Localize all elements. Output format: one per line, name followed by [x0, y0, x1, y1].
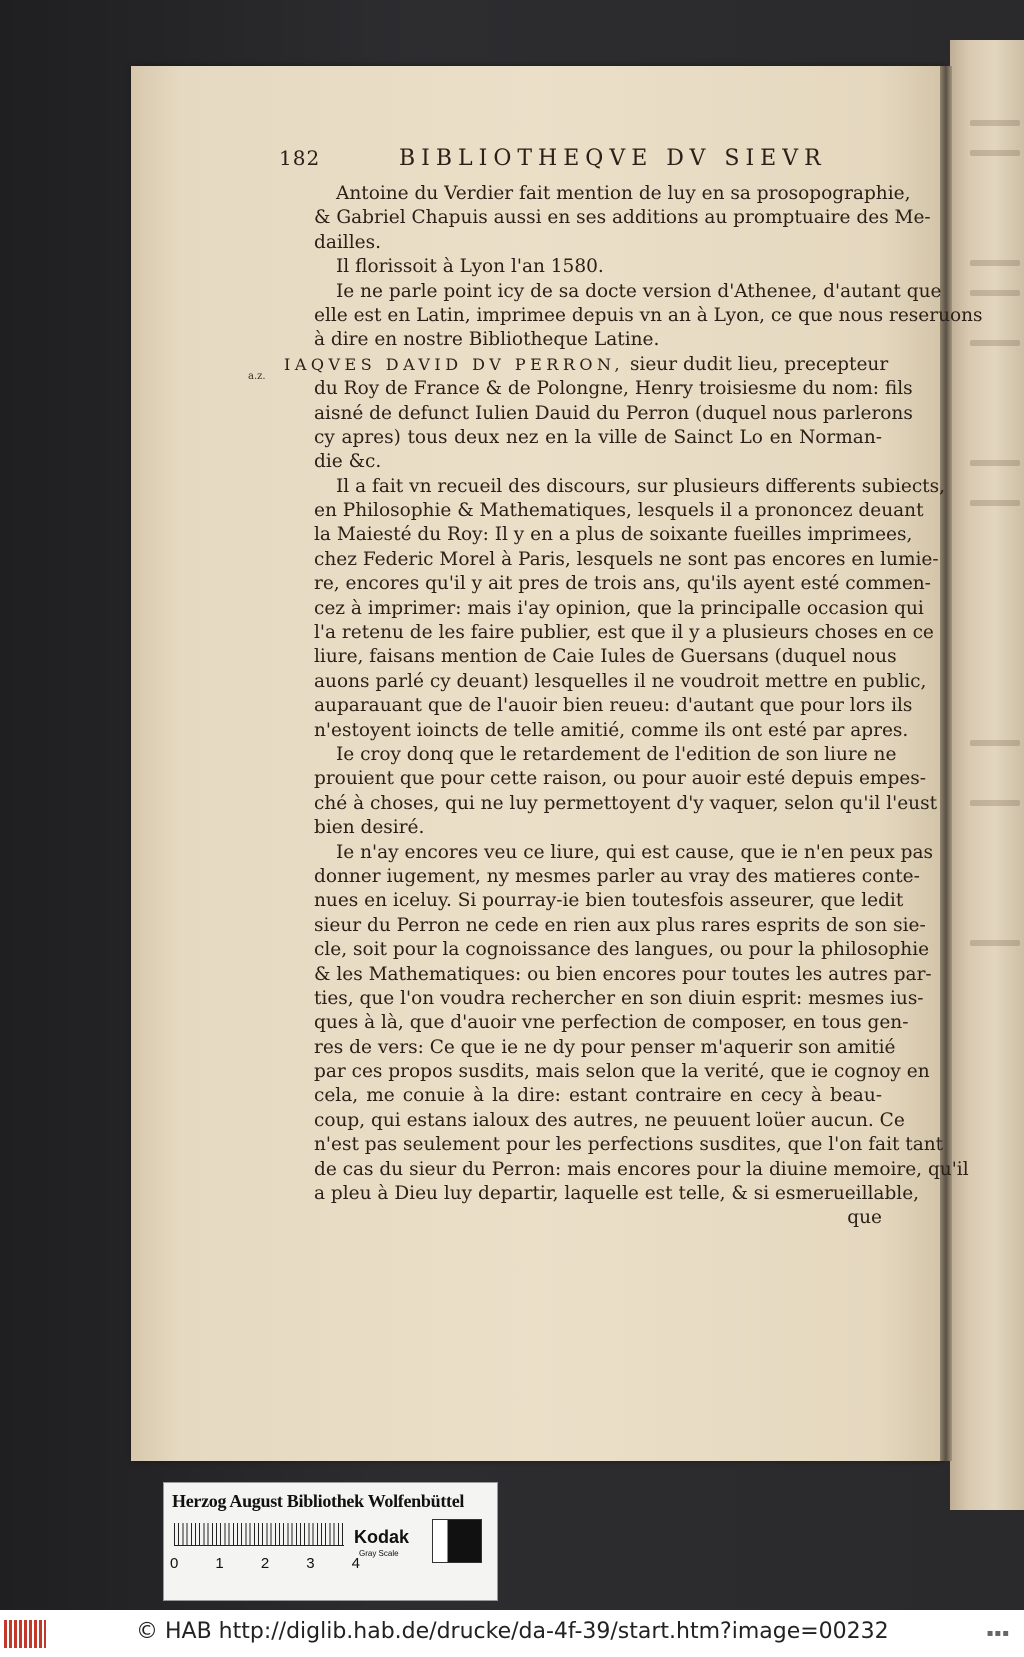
line-text: cle, soit pour la cognoissance des langues, ou pour la philosophie [314, 939, 930, 961]
text-line [314, 231, 882, 255]
color-scale-card [163, 1482, 498, 1601]
line-text: Ie ne parle point icy de sa docte version d'Athenee, d'autant que [336, 280, 942, 302]
text-line [314, 694, 913, 718]
line-text: re, encores qu'il y ait pres de trois ans, qu'ils ayent esté commen- [314, 573, 931, 595]
line-text: auparauant que de l'auoir bien reueu: d'autant que pour lors ils [314, 695, 913, 717]
text-line [314, 938, 930, 962]
text-line [314, 743, 897, 767]
text-line [314, 206, 931, 230]
line-text: & les Mathematiques: ou bien encores pour toutes les autres par- [314, 963, 932, 985]
line-text: que [847, 1207, 882, 1229]
text-line [314, 280, 942, 304]
ruler-numbers [170, 1555, 360, 1572]
line-text: & Gabriel Chapuis aussi en ses additions au promptuaire des Me- [314, 207, 931, 229]
text-line [314, 1182, 920, 1206]
gray-scale-caption: Gray Scale [359, 1549, 399, 1558]
text-line [314, 987, 924, 1011]
line-text: Il florissoit à Lyon l'an 1580. [336, 256, 604, 278]
margin-note: a.z. [248, 371, 266, 382]
brand-label: Kodak [354, 1527, 410, 1547]
line-text: n'estoyent ioincts de telle amitié, comme ils ont esté par apres. [314, 719, 909, 741]
text-line [314, 597, 924, 621]
ruler-number: 0 [170, 1555, 179, 1572]
line-text: du Roy de France & de Polongne, Henry troisiesme du nom: fils [314, 378, 913, 400]
text-line [284, 353, 889, 377]
line-text: n'est pas seulement pour les perfections susdites, que l'on fait tant [314, 1134, 944, 1156]
line-text: prouient que pour cette raison, ou pour auoir esté depuis empes- [314, 768, 926, 790]
text-line [314, 475, 945, 499]
body-text [284, 182, 983, 1231]
line-text: donner iugement, ny mesmes parler au vray des matieres conte- [314, 865, 920, 887]
text-line [314, 402, 913, 426]
running-head [279, 146, 827, 176]
line-text: Ie n'ay encores veu ce liure, qui est cause, que ie n'en peux pas [336, 841, 933, 863]
line-text: Ie croy donq que le retardement de l'edition de son liure ne [336, 743, 897, 765]
line-text: ché à choses, qui ne luy permettoyent d'y vaquer, selon qu'il l'eust [314, 792, 938, 814]
text-line [314, 182, 911, 206]
text-line [314, 1109, 905, 1133]
ruler [174, 1523, 344, 1546]
ruler-number: 3 [306, 1555, 315, 1572]
text-line [314, 328, 882, 352]
text-line [314, 1011, 909, 1035]
line-text: die &c. [314, 451, 382, 473]
text-line [314, 865, 920, 889]
line-text: la Maiesté du Roy: Il y en a plus de soixante fueilles imprimees, [314, 524, 913, 546]
line-text: à dire en nostre Bibliotheque Latine. [314, 329, 660, 351]
ruler-number: 1 [215, 1555, 224, 1572]
running-title: BIBLIOTHEQVE DV SIEVR [399, 146, 827, 171]
text-line [314, 767, 926, 791]
text-line [314, 792, 938, 816]
text-line [314, 1060, 930, 1084]
line-text: en Philosophie & Mathematiques, lesquels il a prononcez deuant [314, 500, 924, 522]
text-line [314, 499, 924, 523]
line-text: dailles. [314, 231, 381, 253]
ruler-number: 4 [351, 1555, 360, 1572]
line-text: Il a fait vn recueil des discours, sur plusieurs differents subiects, [336, 475, 945, 497]
gray-patch [432, 1519, 482, 1563]
line-text: sieur du Perron ne cede en rien aux plus rares esprits de son sie- [314, 914, 926, 936]
line-text: ties, que l'on voudra rechercher en son diuin esprit: mesmes ius- [314, 987, 924, 1009]
line-text: coup, qui estans ialoux des autres, ne peuuent loüer aucun. Ce [314, 1109, 905, 1131]
text-line [314, 621, 934, 645]
text-line [314, 255, 882, 279]
text-line [314, 1036, 896, 1060]
line-text: auons parlé cy deuant) lesquelles il ne voudroit mettre en public, [314, 670, 927, 692]
line-text: l'a retenu de les faire publier, est que il y a plusieurs choses en ce [314, 622, 934, 644]
copyright-link[interactable]: © HAB http://diglib.hab.de/drucke/da-4f-39/start.htm?image=00232 [136, 1619, 889, 1644]
viewer-footer [0, 1610, 1024, 1657]
text-line [314, 304, 983, 328]
ruler-number: 2 [260, 1555, 270, 1572]
text-line [314, 963, 932, 987]
line-text: ques à là, que d'auoir vne perfection de composer, en tous gen- [314, 1012, 909, 1034]
line-text: elle est en Latin, imprimee depuis vn an à Lyon, ce que nous reseruons [314, 304, 983, 326]
page-number: 182 [279, 146, 321, 170]
text-line [314, 670, 927, 694]
more-dots-icon[interactable]: ▪▪▪ [986, 1628, 1010, 1639]
line-text: sieur dudit lieu, precepteur [624, 353, 889, 375]
line-text: bien desiré. [314, 817, 425, 839]
entry-name: IAQVES DAVID DV PERRON, [284, 354, 625, 374]
line-text: par ces propos susdits, mais selon que la verité, que ie cognoy en [314, 1061, 930, 1083]
text-line [314, 816, 882, 840]
line-text: chez Federic Morel à Paris, lesquels ne sont pas encores en lumie- [314, 548, 939, 570]
text-line [314, 914, 926, 938]
line-text: cy apres) tous deux nez en la ville de Sainct Lo en Norman- [314, 426, 882, 448]
line-text: liure, faisans mention de Caie Iules de Guersans (duquel nous [314, 646, 897, 668]
text-line [314, 450, 882, 474]
text-line [314, 1206, 882, 1230]
line-text: cela, me conuie à la dire: estant contraire en cecy à beau- [314, 1085, 882, 1107]
text-line [314, 1158, 969, 1182]
institution-label: Herzog August Bibliothek Wolfenbüttel [172, 1491, 465, 1511]
line-text: a pleu à Dieu luy departir, laquelle est telle, & si esmerueillable, [314, 1183, 920, 1205]
text-line [314, 889, 904, 913]
text-line [314, 645, 897, 669]
line-text: res de vers: Ce que ie ne dy pour penser m'aquerir son amitié [314, 1036, 896, 1058]
text-line [314, 523, 913, 547]
hab-logo-icon [4, 1620, 46, 1648]
line-text: aisné de defunct Iulien Dauid du Perron (duquel nous parlerons [314, 402, 913, 424]
line-text: nues en iceluy. Si pourray-ie bien toutesfois asseurer, que ledit [314, 890, 904, 912]
text-line [314, 841, 933, 865]
text-line [314, 1084, 882, 1108]
text-line [314, 377, 913, 401]
text-line [314, 548, 939, 572]
line-text: de cas du sieur du Perron: mais encores pour la diuine memoire, qu'il [314, 1158, 969, 1180]
text-line [314, 572, 931, 596]
text-line [314, 719, 909, 743]
line-text: Antoine du Verdier fait mention de luy en sa prosopographie, [336, 183, 911, 204]
line-text: cez à imprimer: mais i'ay opinion, que la principalle occasion qui [314, 597, 924, 619]
text-line [314, 1133, 944, 1157]
text-line [314, 426, 882, 450]
